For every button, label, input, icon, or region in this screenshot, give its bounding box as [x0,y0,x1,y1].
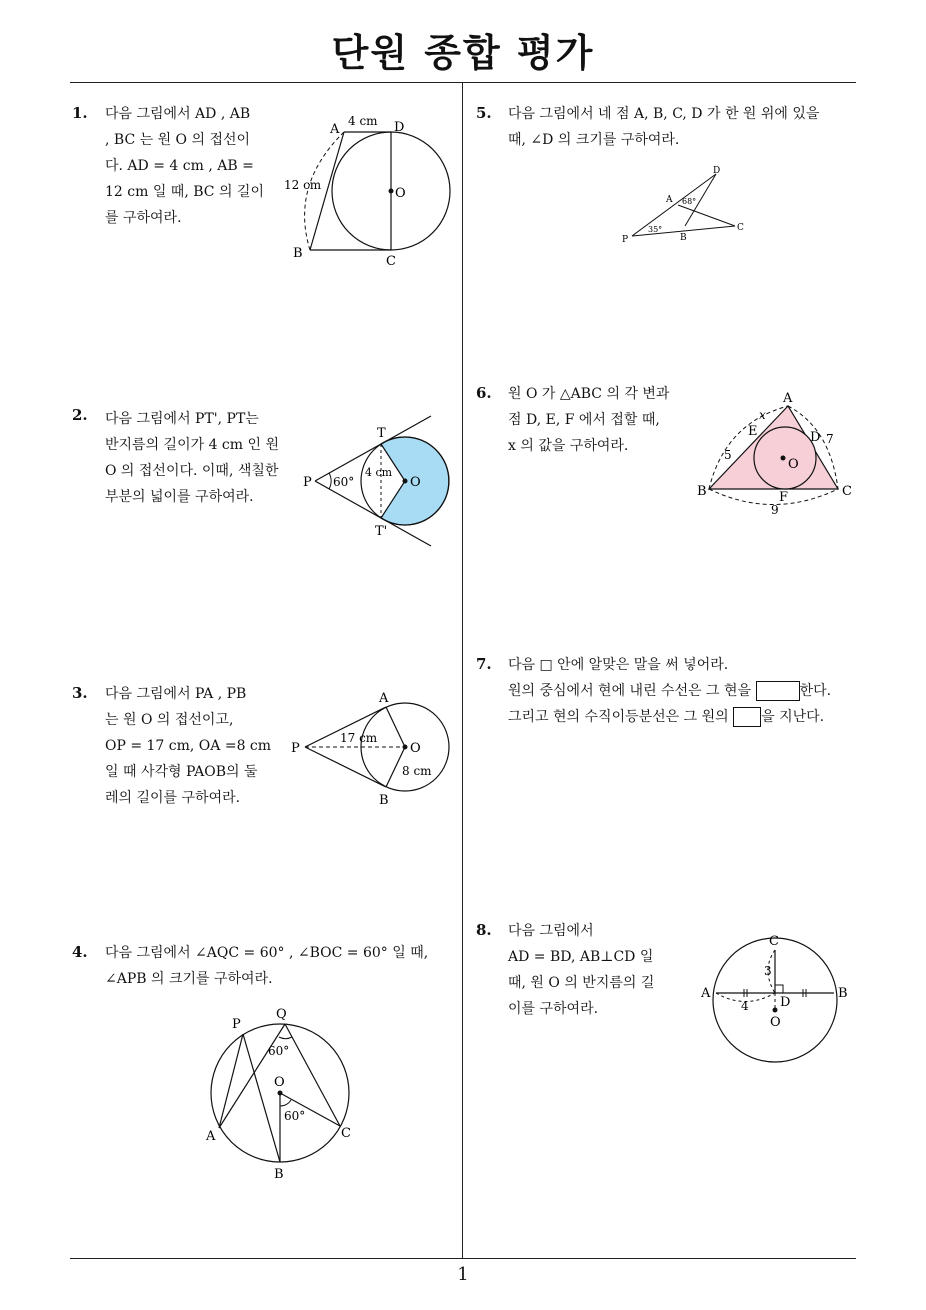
label-a: A [783,391,793,406]
label-p: P [622,235,629,245]
label-o: O [770,1015,781,1030]
text-line: 다음 그림에서 PT', PT는 [105,411,259,427]
label-o: O [395,186,406,201]
label-t-prime: T' [375,524,388,539]
problem-number: 7. [476,655,492,673]
text-line [508,678,863,704]
label-d: D [394,120,405,135]
label-c: C [341,1126,351,1141]
label-radius: 4 cm [365,466,393,479]
text-line: OP = 17 cm, OA =8 cm [105,738,272,754]
label-a: A [206,1129,216,1144]
label-o: O [274,1075,285,1090]
label-b: B [680,233,687,243]
label-o: O [410,475,421,490]
figure-8 [695,930,860,1075]
label-angle-p: 35° [648,225,663,234]
label-ab-length: 12 cm [284,178,322,192]
text-line: 다음 □ 안에 알맞은 말을 써 넣어라. [508,657,729,673]
label-a: A [379,691,389,706]
label-angle-o: 60° [284,1109,306,1123]
label-angle-q: 60° [268,1044,290,1058]
label-o: O [788,457,799,472]
label-angle-a: 68° [682,197,697,206]
label-p: P [291,741,300,756]
text-segment: 한다. [799,683,832,699]
label-e: E [748,424,758,439]
label-7: 7 [826,432,834,446]
label-b: B [274,1167,284,1182]
label-4: 4 [741,999,749,1013]
text-line: 원 O 가 △ABC 의 각 변과 [508,386,670,402]
problem-number: 4. [72,943,88,961]
problem-number: 8. [476,921,492,939]
label-c: C [769,934,779,949]
problem-text [508,918,693,1022]
figure-5 [618,160,753,250]
problem-number: 6. [476,384,492,402]
text-line: 일 때 사각형 PAOB의 둘 [105,764,258,780]
problem-text [105,940,460,992]
text-line: 때, ∠D 의 크기를 구하여라. [508,132,680,148]
text-line: ∠APB 의 크기를 구하여라. [105,971,273,987]
text-line: 다음 그림에서 AD , AB [105,106,251,122]
bottom-rule [70,1258,856,1259]
text-segment: 을 지난다. [761,709,825,725]
text-line: 다음 그림에서 [508,923,594,939]
problem-number: 5. [476,104,492,122]
text-line: 12 cm 일 때, BC 의 길이 [105,184,264,200]
label-3: 3 [764,964,772,978]
text-line: 부분의 넓이를 구하여라. [105,489,254,505]
text-line: 다음 그림에서 네 점 A, B, C, D 가 한 원 위에 있을 [508,106,820,122]
figure-6 [695,388,860,518]
label-o: O [410,741,421,756]
label-angle: 60° [333,475,355,489]
text-line [508,704,863,730]
label-f: F [779,490,789,505]
figure-1 [280,105,460,275]
label-q: Q [276,1007,287,1022]
page-number: 1 [457,1264,469,1285]
label-a: A [330,122,340,137]
figure-2 [295,410,460,555]
problem-text [105,101,280,231]
figure-3 [285,690,460,815]
text-line: O 의 접선이다. 이때, 색칠한 [105,463,279,479]
text-segment: 원의 중심에서 현에 내린 수선은 그 현을 [508,683,752,699]
label-d: D [780,995,791,1010]
text-line: AD = BD, AB⊥CD 일 [508,949,654,965]
top-rule [70,82,856,83]
text-line: 다. AD = 4 cm , AB = [105,158,254,174]
text-line: 이를 구하여라. [508,1001,599,1017]
problem-text [105,681,280,811]
label-b: B [379,793,389,808]
problem-number: 2. [72,406,88,424]
label-9: 9 [771,503,779,517]
problem-number: 1. [72,104,88,122]
label-p: P [232,1017,241,1032]
text-line: 반지름의 길이가 4 cm 인 원 [105,437,279,453]
label-b: B [293,246,303,261]
answer-box[interactable] [756,681,800,701]
label-b: B [838,986,848,1001]
label-t: T [377,426,386,441]
problem-number: 3. [72,684,88,702]
problem-text [508,652,863,730]
label-a: A [701,986,711,1001]
answer-box[interactable] [733,707,761,727]
label-5: 5 [724,448,732,462]
text-line: , BC 는 원 O 의 접선이 [105,132,251,148]
text-line: 다음 그림에서 ∠AQC = 60° , ∠BOC = 60° 일 때, [105,945,429,961]
label-c: C [386,254,396,269]
label-op-length: 17 cm [340,731,378,745]
problem-text [508,381,698,459]
label-c: C [737,223,744,233]
label-c: C [842,484,852,499]
text-line: 를 구하여라. [105,210,182,226]
text-line: 때, 원 O 의 반지름의 길 [508,975,655,991]
text-line: 는 원 O 의 접선이고, [105,712,234,728]
text-line: 다음 그림에서 PA , PB [105,686,247,702]
label-p: P [303,475,312,490]
problem-text [508,101,868,153]
text-segment: 그리고 현의 수직이등분선은 그 원의 [508,709,729,725]
label-ob-length: 8 cm [402,764,432,778]
label-b: B [697,484,707,499]
text-line: 점 D, E, F 에서 접할 때, [508,412,660,428]
label-x: x [759,408,766,422]
figure-4 [195,1000,370,1190]
text-line: x 의 값을 구하여라. [508,438,629,454]
label-d: D [810,430,821,445]
text-line: 레의 길이를 구하여라. [105,790,241,806]
label-d: D [713,166,721,176]
problem-text [105,406,290,510]
page-title: 단원 종합 평가 [331,31,595,75]
column-divider [462,83,463,1259]
label-ad-length: 4 cm [348,114,378,128]
label-a: A [666,195,673,205]
